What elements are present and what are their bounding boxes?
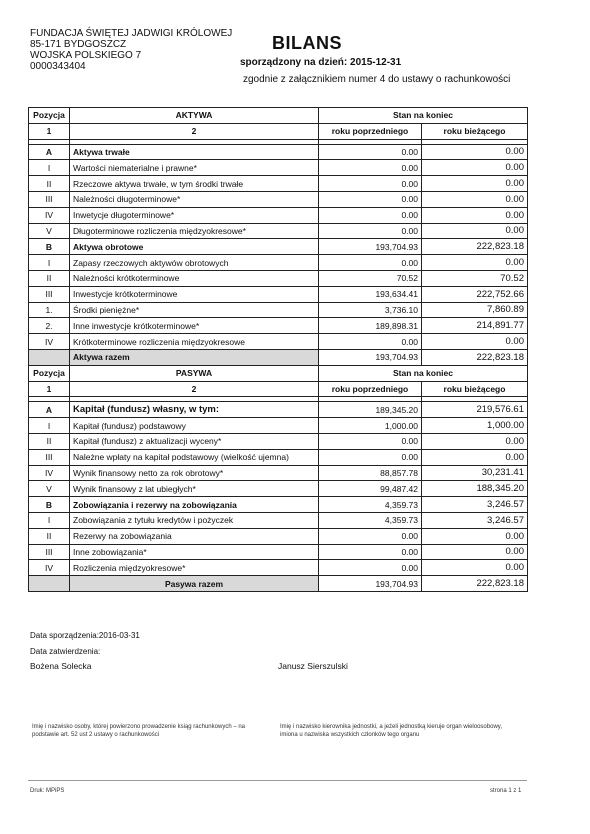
date-approved: Data zatwierdzenia: (30, 647, 101, 656)
item-name-cell: Aktywa trwałe (70, 144, 319, 160)
position-cell: 1. (29, 302, 70, 318)
cur-year-value: 3,246.57 (422, 512, 528, 528)
prev-year-value: 0.00 (319, 191, 422, 207)
pasywa-row (29, 465, 528, 481)
cur-year-value: 0.00 (422, 560, 528, 576)
position-cell: V (29, 481, 70, 497)
position-cell: III (29, 286, 70, 302)
col-pos-header: Pozycja (29, 108, 70, 124)
cur-year-value: 0.00 (422, 544, 528, 560)
item-name-cell: Kapitał (fundusz) podstawowy (70, 418, 319, 434)
cur-year-value: 0.00 (422, 528, 528, 544)
item-name-cell: Środki pieniężne* (70, 302, 319, 318)
col-num-1: 1 (29, 123, 70, 139)
pasywa-row (29, 481, 528, 497)
item-name-cell: Inwetycje długoterminowe* (70, 207, 319, 223)
cur-year-value: 7,860.89 (422, 302, 528, 318)
item-name-cell: Rezerwy na zobowiązania (70, 528, 319, 544)
pasywa-row (29, 402, 528, 418)
position-cell: A (29, 144, 70, 160)
aktywa-total-row (29, 349, 528, 365)
item-name-cell: Inne inwestycje krótkoterminowe* (70, 318, 319, 334)
organization-block (30, 28, 232, 72)
cur-year-value: 0.00 (422, 160, 528, 176)
date-prepared: Data sporządzenia:2016-03-31 (30, 631, 140, 640)
item-name-cell: Zobowiązania z tytułu kredytów i pożyczek (70, 512, 319, 528)
org-id: 0000343404 (30, 61, 86, 72)
item-name-cell: Wartości niematerialne i prawne* (70, 160, 319, 176)
item-name-cell: Rzeczowe aktywa trwałe, w tym środki trwałe (70, 176, 319, 192)
pasywa-row (29, 418, 528, 434)
document-title: BILANS (272, 33, 342, 53)
aktywa-total-prev: 193,704.93 (319, 349, 422, 365)
item-name-cell: Wynik finansowy z lat ubiegłych* (70, 481, 319, 497)
aktywa-row (29, 207, 528, 223)
item-name-cell: Inne zobowiązania* (70, 544, 319, 560)
prev-year-value: 0.00 (319, 334, 422, 350)
pasywa-row (29, 497, 528, 513)
cur-year-header: roku bieżącego (422, 123, 528, 139)
pasywa-total-row (29, 576, 528, 592)
item-name-cell: Należne wpłaty na kapitał podstawowy (wielkość ujemna) (70, 449, 319, 465)
pasywa-total-label: Pasywa razem (70, 576, 319, 592)
cur-year-value: 222,752.66 (422, 286, 528, 302)
prev-year-value: 189,345.20 (319, 402, 422, 418)
position-cell: 2. (29, 318, 70, 334)
position-cell: III (29, 544, 70, 560)
prev-year-value: 0.00 (319, 544, 422, 560)
aktywa-row (29, 318, 528, 334)
cur-year-header: roku bieżącego (422, 381, 528, 397)
cur-year-value: 0.00 (422, 144, 528, 160)
position-cell: A (29, 402, 70, 418)
aktywa-row (29, 334, 528, 350)
cur-year-value: 0.00 (422, 191, 528, 207)
position-cell: I (29, 418, 70, 434)
prev-year-value: 4,359.73 (319, 512, 422, 528)
prev-year-value: 3,736.10 (319, 302, 422, 318)
cur-year-value: 222,823.18 (422, 239, 528, 255)
aktywa-total-cur: 222,823.18 (422, 349, 528, 365)
position-cell: IV (29, 334, 70, 350)
cur-year-value: 214,891.77 (422, 318, 528, 334)
position-cell: I (29, 255, 70, 271)
org-city: 85-171 BYDGOSZCZ (30, 39, 127, 50)
prev-year-value: 193,704.93 (319, 239, 422, 255)
prev-year-header: roku poprzedniego (319, 381, 422, 397)
pasywa-number-row (29, 381, 528, 397)
item-name-cell: Krótkoterminowe rozliczenia międzyokresowe (70, 334, 319, 350)
position-cell: B (29, 497, 70, 513)
prev-year-value: 189,898.31 (319, 318, 422, 334)
prev-year-value: 88,857.78 (319, 465, 422, 481)
cur-year-value: 0.00 (422, 207, 528, 223)
prev-year-value: 4,359.73 (319, 497, 422, 513)
cur-year-value: 0.00 (422, 223, 528, 239)
footer-page-number: strona 1 z 1 (490, 788, 522, 794)
balance-table (28, 107, 528, 592)
footer-divider (28, 780, 527, 781)
position-cell: V (29, 223, 70, 239)
col-num-1: 1 (29, 381, 70, 397)
aktywa-row (29, 286, 528, 302)
aktywa-total-label: Aktywa razem (70, 349, 319, 365)
prev-year-value: 1,000.00 (319, 418, 422, 434)
dates-block (30, 628, 140, 660)
col-num-2: 2 (70, 123, 319, 139)
item-name-cell: Kapitał (fundusz) własny, w tym: (70, 402, 319, 418)
prev-year-value: 70.52 (319, 270, 422, 286)
cur-year-value: 0.00 (422, 449, 528, 465)
pasywa-total-prev: 193,704.93 (319, 576, 422, 592)
footer-print-info: Druk: MPiPS (30, 788, 65, 794)
pasywa-row (29, 512, 528, 528)
pasywa-row (29, 433, 528, 449)
cur-year-value: 1,000.00 (422, 418, 528, 434)
item-name-cell: Inwestycje krótkoterminowe (70, 286, 319, 302)
position-cell: IV (29, 207, 70, 223)
item-name-cell: Należności długoterminowe* (70, 191, 319, 207)
position-cell: II (29, 433, 70, 449)
position-cell: II (29, 176, 70, 192)
prev-year-value: 0.00 (319, 433, 422, 449)
aktywa-row (29, 223, 528, 239)
aktywa-row (29, 176, 528, 192)
prev-year-header: roku poprzedniego (319, 123, 422, 139)
item-name-cell: Zobowiązania i rezerwy na zobowiązania (70, 497, 319, 513)
prev-year-value: 0.00 (319, 560, 422, 576)
state-header: Stan na koniec (319, 108, 528, 124)
prev-year-value: 0.00 (319, 160, 422, 176)
pasywa-header: PASYWA (70, 365, 319, 381)
cur-year-value: 0.00 (422, 334, 528, 350)
state-header: Stan na koniec (319, 365, 528, 381)
aktywa-header-row (29, 108, 528, 124)
pasywa-row (29, 560, 528, 576)
cur-year-value: 70.52 (422, 270, 528, 286)
cur-year-value: 219,576.61 (422, 402, 528, 418)
cur-year-value: 0.00 (422, 255, 528, 271)
aktywa-row (29, 255, 528, 271)
position-cell: III (29, 449, 70, 465)
prev-year-value: 0.00 (319, 207, 422, 223)
prev-year-value: 0.00 (319, 528, 422, 544)
col-num-2: 2 (70, 381, 319, 397)
prev-year-value: 0.00 (319, 449, 422, 465)
position-cell: B (29, 239, 70, 255)
position-cell: I (29, 512, 70, 528)
pasywa-row (29, 449, 528, 465)
item-name-cell: Należności krótkoterminowe (70, 270, 319, 286)
aktywa-row (29, 239, 528, 255)
cur-year-value: 188,345.20 (422, 481, 528, 497)
cur-year-value: 3,246.57 (422, 497, 528, 513)
aktywa-header: AKTYWA (70, 108, 319, 124)
prev-year-value: 193,634.41 (319, 286, 422, 302)
prev-year-value: 0.00 (319, 144, 422, 160)
pasywa-header-row (29, 365, 528, 381)
position-cell: IV (29, 560, 70, 576)
position-cell: II (29, 528, 70, 544)
prev-year-value: 99,487.42 (319, 481, 422, 497)
cur-year-value: 0.00 (422, 176, 528, 192)
org-name: FUNDACJA ŚWIĘTEJ JADWIGI KRÓLOWEJ (30, 28, 233, 39)
position-cell: IV (29, 465, 70, 481)
position-cell: II (29, 270, 70, 286)
item-name-cell: Wynik finansowy netto za rok obrotowy* (70, 465, 319, 481)
pasywa-row (29, 544, 528, 560)
prev-year-value: 0.00 (319, 223, 422, 239)
legal-basis: zgodnie z załącznikiem numer 4 do ustawy o rachunkowości (243, 74, 511, 85)
aktywa-row (29, 302, 528, 318)
note-accountant: Imię i nazwisko osoby, której powierzono prowadzenie ksiąg rachunkowych – na podstawie art. 52 ust 2 ustawy o rachunkowości (32, 724, 245, 738)
document-subtitle: sporządzony na dzień: 2015-12-31 (240, 57, 402, 68)
prev-year-value: 0.00 (319, 255, 422, 271)
aktywa-row (29, 160, 528, 176)
aktywa-row (29, 144, 528, 160)
position-cell: I (29, 160, 70, 176)
item-name-cell: Kapitał (fundusz) z aktualizacji wyceny* (70, 433, 319, 449)
pasywa-total-cur: 222,823.18 (422, 576, 528, 592)
position-cell: III (29, 191, 70, 207)
item-name-cell: Rozliczenia międzyokresowe* (70, 560, 319, 576)
item-name-cell: Aktywa obrotowe (70, 239, 319, 255)
item-name-cell: Zapasy rzeczowych aktywów obrotowych (70, 255, 319, 271)
aktywa-row (29, 270, 528, 286)
note-manager: Imię i nazwisko kierownika jednostki, a jeżeli jednostką kieruje organ wieloosobowy, imiona u nazwiska wszystkich członków tego organu (280, 724, 502, 738)
prev-year-value: 0.00 (319, 176, 422, 192)
pasywa-row (29, 528, 528, 544)
signer-accountant: Bożena Solecka (30, 661, 92, 671)
item-name-cell: Długoterminowe rozliczenia międzyokresowe* (70, 223, 319, 239)
signer-manager: Janusz Sierszulski (278, 661, 348, 671)
aktywa-number-row (29, 123, 528, 139)
aktywa-row (29, 191, 528, 207)
cur-year-value: 30,231.41 (422, 465, 528, 481)
col-pos-header: Pozycja (29, 365, 70, 381)
org-street: WOJSKA POLSKIEGO 7 (30, 50, 142, 61)
cur-year-value: 0.00 (422, 433, 528, 449)
